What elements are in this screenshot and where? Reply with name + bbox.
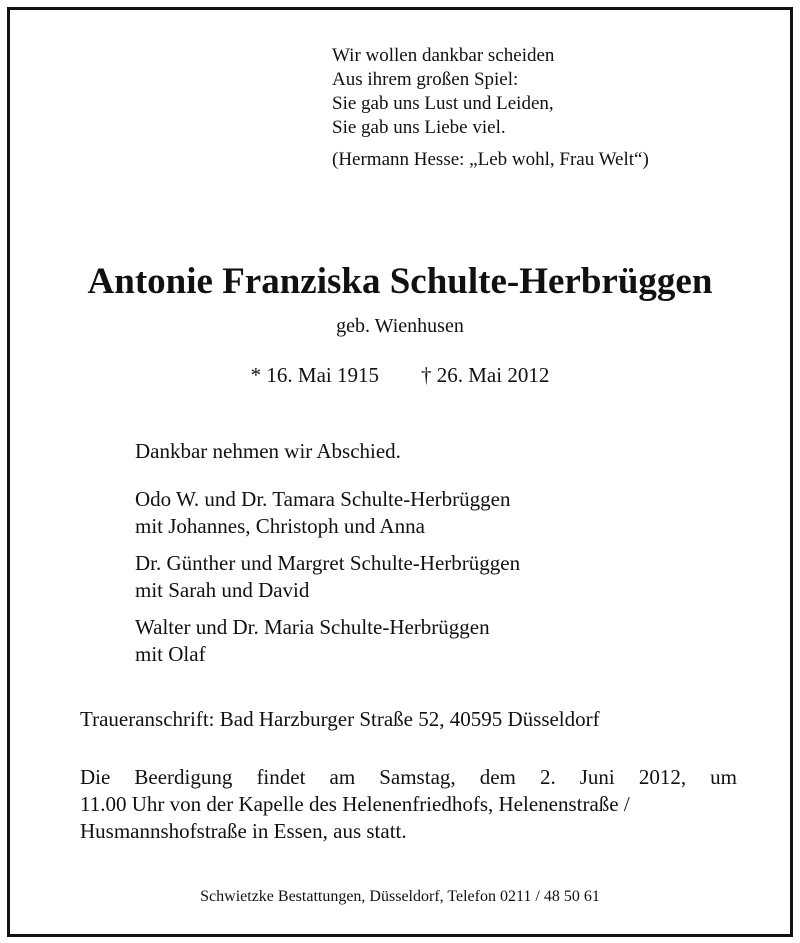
- family-children: mit Sarah und David: [135, 578, 310, 602]
- mourning-address: Traueranschrift: Bad Harzburger Straße 52, 40595 Düsseldorf: [80, 707, 600, 731]
- poem-line: Sie gab uns Lust und Leiden,: [332, 93, 554, 114]
- family-names: Dr. Günther und Margret Schulte-Herbrüggen: [135, 551, 521, 575]
- mourner-family: [135, 486, 520, 540]
- funeral-details: [80, 764, 737, 845]
- funeral-line: Husmannshofstraße in Essen, aus statt.: [80, 819, 407, 843]
- poem-source: (Hermann Hesse: „Leb wohl, Frau Welt“): [332, 149, 649, 170]
- birth-date: * 16. Mai 1915: [250, 363, 379, 387]
- life-dates: [0, 361, 800, 389]
- poem-line: Wir wollen dankbar scheiden: [332, 45, 555, 66]
- funeral-line: Die Beerdigung findet am Samstag, dem 2. Juni 2012, um: [80, 765, 737, 789]
- mourners-list: [135, 486, 520, 678]
- mourner-family: [135, 550, 520, 604]
- poem: [332, 44, 649, 172]
- poem-line: Sie gab uns Liebe viel.: [332, 117, 506, 138]
- poem-line: Aus ihrem großen Spiel:: [332, 69, 519, 90]
- funeral-line: 11.00 Uhr von der Kapelle des Helenenfriedhofs, Helenenstraße /: [80, 792, 630, 816]
- death-date: † 26. Mai 2012: [421, 363, 550, 387]
- family-names: Odo W. und Dr. Tamara Schulte-Herbrüggen: [135, 487, 511, 511]
- deceased-name: Antonie Franziska Schulte-Herbrüggen: [87, 261, 713, 302]
- maiden-name: geb. Wienhusen: [336, 315, 464, 337]
- family-names: Walter und Dr. Maria Schulte-Herbrüggen: [135, 615, 490, 639]
- undertaker-footer: Schwietzke Bestattungen, Düsseldorf, Telefon 0211 / 48 50 61: [200, 888, 600, 905]
- family-children: mit Johannes, Christoph und Anna: [135, 514, 425, 538]
- family-children: mit Olaf: [135, 642, 206, 666]
- mourner-family: [135, 614, 520, 668]
- farewell-message: Dankbar nehmen wir Abschied.: [135, 439, 401, 463]
